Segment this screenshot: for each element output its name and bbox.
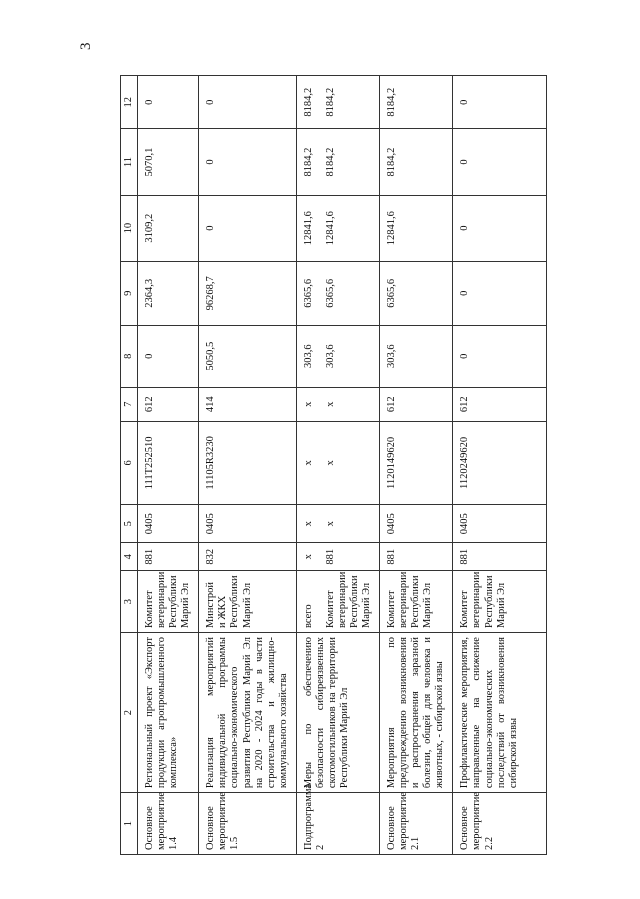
cell-value: 2364,3: [144, 278, 156, 308]
cell-c12: [453, 76, 546, 129]
table-row: [380, 76, 453, 855]
column-number-11: 11: [121, 129, 138, 195]
cell-c8: [199, 325, 296, 387]
cell-value: 8184,2: [386, 147, 398, 177]
cell-value: 0: [459, 99, 471, 105]
cell-c11: [453, 129, 546, 195]
cell-value: 0: [459, 353, 471, 359]
cell-c5: [296, 505, 379, 543]
table-row: [453, 76, 546, 855]
cell-value: x: [324, 460, 336, 466]
column-number-7: 7: [121, 387, 138, 421]
cell-value: 0: [205, 159, 217, 165]
cell-c12: [296, 76, 379, 129]
cell-c12: [380, 76, 453, 129]
row-code-cell: Подпрограмма 2: [296, 793, 379, 855]
cell-c5: [138, 505, 199, 543]
column-number-12: 12: [121, 76, 138, 129]
cell-value: x: [302, 401, 314, 407]
cell-c7: [380, 387, 453, 421]
cell-value: 881: [459, 548, 471, 565]
cell-value: 0405: [386, 513, 398, 535]
cell-value: всего: [302, 604, 314, 629]
cell-value: 303,6: [302, 344, 314, 369]
row-description-cell: Профилактические мероприятия, направленные на снижение социально-экономических последствий от возникновения сибирской язвы: [453, 633, 546, 793]
cell-value: 0: [459, 159, 471, 165]
cell-value: Комитет ветеринарии Республики Марий Эл: [324, 571, 372, 629]
cell-c4: [296, 543, 379, 571]
cell-c11: [138, 129, 199, 195]
cell-c7: [199, 387, 296, 421]
column-number-3: 3: [121, 571, 138, 633]
column-number-1: 1: [121, 793, 138, 855]
cell-c6: [296, 421, 379, 504]
cell-value: 0: [144, 99, 156, 105]
cell-value: 8184,2: [302, 87, 314, 117]
cell-value: 1120249620: [459, 436, 471, 489]
cell-value: 12841,6: [386, 211, 398, 246]
cell-value: 881: [324, 548, 336, 565]
cell-value: 11105R3230: [205, 436, 217, 490]
row-code-cell: Основное мероприятие 1.5: [199, 793, 296, 855]
column-number-9: 9: [121, 261, 138, 325]
cell-c6: [380, 421, 453, 504]
row-description-cell: Мероприятия по предупреждению возникновения и распространения заразной болезни, общей для человека и животных, - сибирской язвы: [380, 633, 453, 793]
table-row: [296, 76, 379, 855]
cell-c7: [138, 387, 199, 421]
cell-value: 0405: [459, 513, 471, 535]
column-number-5: 5: [121, 505, 138, 543]
cell-value: 3109,2: [144, 213, 156, 243]
cell-value: 0405: [144, 513, 156, 535]
row-code-cell: Основное мероприятие 2.1: [380, 793, 453, 855]
table-row: [138, 76, 199, 855]
cell-value: x: [324, 521, 336, 527]
row-code-cell: Основное мероприятие 1.4: [138, 793, 199, 855]
cell-c12: [138, 76, 199, 129]
cell-c3: [296, 571, 379, 633]
cell-value: 8184,2: [324, 147, 336, 177]
row-description-cell: Меры по обеспечению безопасности сибиреязвенных скотомогильников на территории Республики Марий Эл: [296, 633, 379, 793]
row-description-cell: Реализация мероприятий индивидуальной программы социально-экономического развития Республики Марий Эл на 2020 - 2024 годы в части строительства и жилищно-коммунального хозяйства: [199, 633, 296, 793]
page-number: 3: [78, 42, 94, 50]
column-number-2: 2: [121, 633, 138, 793]
cell-value: x: [302, 521, 314, 527]
cell-value: 6365,6: [324, 278, 336, 308]
cell-c6: [199, 421, 296, 504]
cell-c5: [199, 505, 296, 543]
cell-c6: [453, 421, 546, 504]
cell-c9: [380, 261, 453, 325]
cell-value: 303,6: [324, 344, 336, 369]
cell-c10: [453, 195, 546, 261]
cell-value: 12841,6: [302, 211, 314, 246]
cell-value: 8184,2: [386, 87, 398, 117]
cell-value: 612: [144, 396, 156, 413]
cell-value: 96268,7: [205, 276, 217, 311]
cell-c8: [380, 325, 453, 387]
cell-value: 0: [144, 353, 156, 359]
table-row: [199, 76, 296, 855]
cell-value: 5050,5: [205, 341, 217, 371]
cell-value: 8184,2: [324, 87, 336, 117]
cell-c8: [296, 325, 379, 387]
cell-value: x: [302, 460, 314, 466]
cell-c10: [296, 195, 379, 261]
cell-c3: [453, 571, 546, 633]
cell-c9: [453, 261, 546, 325]
cell-value: 111T252510: [144, 436, 156, 490]
cell-value: 0405: [205, 513, 217, 535]
cell-c9: [296, 261, 379, 325]
cell-c10: [199, 195, 296, 261]
cell-value: 612: [459, 396, 471, 413]
rotated-table-sheet: [120, 75, 520, 855]
cell-value: x: [324, 401, 336, 407]
cell-c4: [199, 543, 296, 571]
cell-value: 881: [386, 548, 398, 565]
cell-value: Комитет ветеринарии Республики Марий Эл: [386, 571, 434, 629]
cell-value: x: [302, 554, 314, 560]
cell-c3: [380, 571, 453, 633]
cell-value: 5070,1: [144, 147, 156, 177]
cell-c11: [199, 129, 296, 195]
cell-c4: [138, 543, 199, 571]
cell-value: Комитет ветеринарии Республики Марий Эл: [144, 571, 192, 629]
cell-value: Комитет ветеринарии Республики Марий Эл: [459, 571, 507, 629]
cell-c8: [453, 325, 546, 387]
column-number-8: 8: [121, 325, 138, 387]
cell-value: Минстрой и ЖКХ Республики Марий Эл: [205, 575, 253, 629]
cell-value: 12841,6: [324, 211, 336, 246]
cell-value: 832: [205, 548, 217, 565]
column-number-6: 6: [121, 421, 138, 504]
cell-c3: [138, 571, 199, 633]
cell-c12: [199, 76, 296, 129]
cell-value: 0: [459, 225, 471, 231]
cell-value: 0: [459, 290, 471, 296]
cell-value: 0: [205, 225, 217, 231]
cell-c7: [296, 387, 379, 421]
cell-value: 8184,2: [302, 147, 314, 177]
row-code-cell: Основное мероприятие 2.2: [453, 793, 546, 855]
cell-c7: [453, 387, 546, 421]
table-body: [138, 76, 547, 855]
cell-value: 1120149620: [386, 436, 398, 489]
program-funding-table: [120, 75, 547, 855]
cell-c5: [453, 505, 546, 543]
cell-c4: [453, 543, 546, 571]
cell-c10: [380, 195, 453, 261]
column-number-4: 4: [121, 543, 138, 571]
cell-value: 881: [144, 548, 156, 565]
cell-value: 414: [205, 396, 217, 413]
row-description-cell: Региональный проект «Экспорт продукции агропромышленного комплекса»: [138, 633, 199, 793]
column-number-row: [121, 76, 138, 855]
column-number-10: 10: [121, 195, 138, 261]
cell-c10: [138, 195, 199, 261]
cell-c6: [138, 421, 199, 504]
cell-c3: [199, 571, 296, 633]
cell-value: 303,6: [386, 344, 398, 369]
cell-c11: [380, 129, 453, 195]
cell-c8: [138, 325, 199, 387]
cell-value: 612: [386, 396, 398, 413]
cell-value: 6365,6: [302, 278, 314, 308]
cell-value: 0: [205, 99, 217, 105]
cell-c9: [138, 261, 199, 325]
cell-c11: [296, 129, 379, 195]
cell-c9: [199, 261, 296, 325]
cell-value: 6365,6: [386, 278, 398, 308]
cell-c4: [380, 543, 453, 571]
cell-c5: [380, 505, 453, 543]
